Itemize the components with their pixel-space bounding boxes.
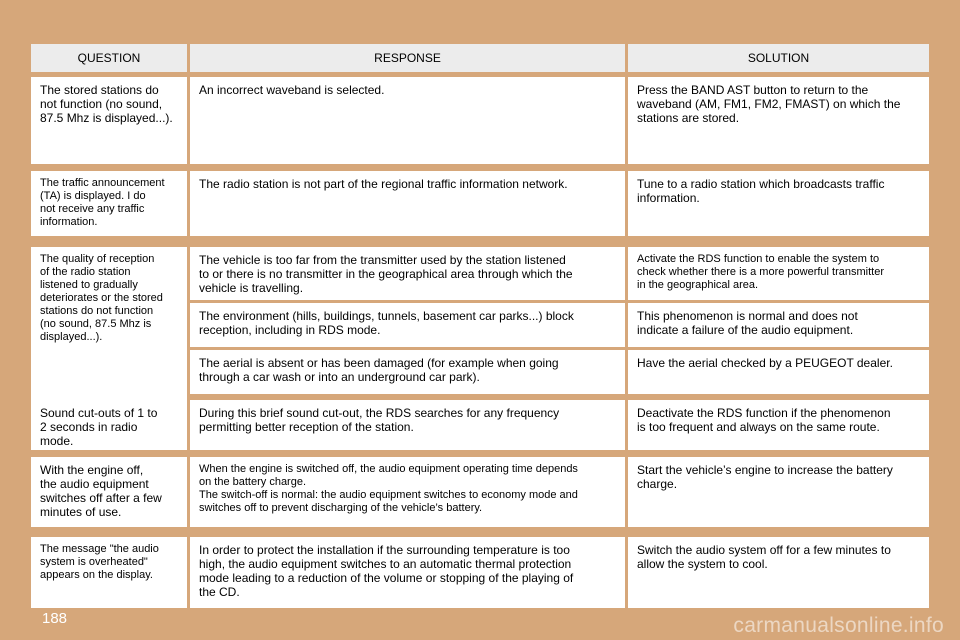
- response-cell: During this brief sound cut-out, the RDS searches for any frequency permitting better reception of the station.: [190, 400, 625, 450]
- response-cell: The vehicle is too far from the transmitter used by the station listened to or there is no transmitter in the geographical area through which the vehicle is travelling.: [190, 247, 625, 300]
- question-cell: The traffic announcement (TA) is displayed. I do not receive any traffic information.: [31, 171, 187, 236]
- response-cell: The environment (hills, buildings, tunnels, basement car parks...) block reception, including in RDS mode.: [190, 303, 625, 347]
- solution-cell: Deactivate the RDS function if the phenomenon is too frequent and always on the same route.: [628, 400, 929, 450]
- header-question: QUESTION: [31, 44, 187, 72]
- solution-cell: Activate the RDS function to enable the system to check whether there is a more powerful transmitter in the geographical area.: [628, 247, 929, 300]
- watermark: carmanualsonline.info: [733, 614, 944, 637]
- response-cell: The aerial is absent or has been damaged (for example when going through a car wash or into an underground car park).: [190, 350, 625, 394]
- page-number: 188: [42, 610, 68, 627]
- solution-cell: Press the BAND AST button to return to the waveband (AM, FM1, FM2, FMAST) on which the stations are stored.: [628, 77, 929, 164]
- solution-cell: Switch the audio system off for a few minutes to allow the system to cool.: [628, 537, 929, 608]
- response-cell: An incorrect waveband is selected.: [190, 77, 625, 164]
- response-cell: When the engine is switched off, the audio equipment operating time depends on the battery charge. The switch-off is normal: the audio equipment switches to economy mode and switches off to prevent discharging of the vehicle’s battery.: [190, 457, 625, 527]
- solution-cell: This phenomenon is normal and does not indicate a failure of the audio equipment.: [628, 303, 929, 347]
- question-cell: Sound cut-outs of 1 to 2 seconds in radio mode.: [31, 400, 187, 450]
- header-solution: SOLUTION: [628, 44, 929, 72]
- question-cell: With the engine off, the audio equipment switches off after a few minutes of use.: [31, 457, 187, 527]
- solution-cell: Tune to a radio station which broadcasts traffic information.: [628, 171, 929, 236]
- troubleshooting-table: [31, 44, 929, 608]
- response-cell: In order to protect the installation if the surrounding temperature is too high, the audio equipment switches to an automatic thermal protection mode leading to a reduction of the volume or stopping of the playing of the CD.: [190, 537, 625, 608]
- solution-cell: Have the aerial checked by a PEUGEOT dealer.: [628, 350, 929, 394]
- question-cell: The stored stations do not function (no sound, 87.5 Mhz is displayed...).: [31, 77, 187, 164]
- response-cell: The radio station is not part of the regional traffic information network.: [190, 171, 625, 236]
- header-response: RESPONSE: [190, 44, 625, 72]
- solution-cell: Start the vehicle’s engine to increase the battery charge.: [628, 457, 929, 527]
- question-cell: The message "the audio system is overheated" appears on the display.: [31, 537, 187, 608]
- question-cell: The quality of reception of the radio station listened to gradually deteriorates or the stored stations do not function (no sound, 87.5 Mhz is displayed...).: [31, 247, 187, 434]
